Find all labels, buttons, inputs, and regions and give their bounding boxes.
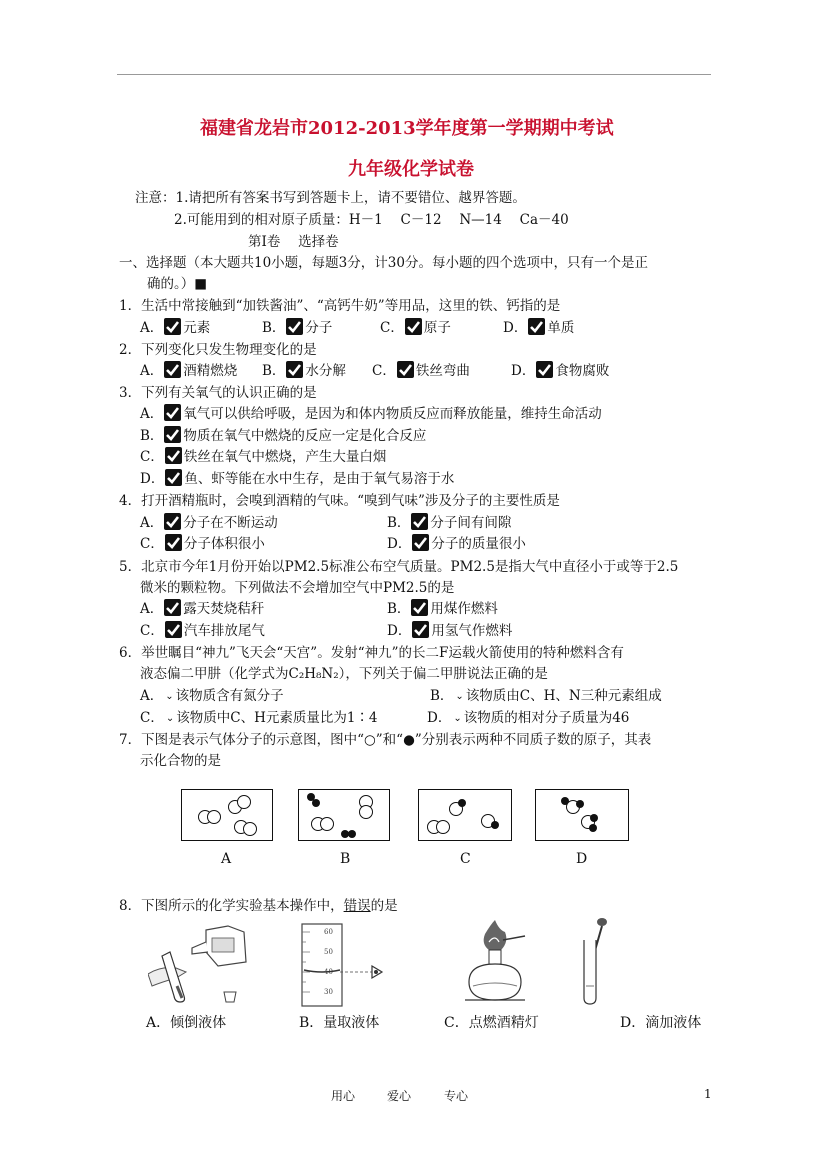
note-line-2: 2.可能用到的相对原子质量：H－1 C－12 N—14 Ca－40	[174, 212, 569, 228]
q5-option-b[interactable]: B． 用煤作燃料	[387, 601, 498, 617]
molecule-box-c[interactable]	[418, 789, 512, 841]
section-intro-2: 确的。）■	[147, 276, 208, 292]
q2-option-b[interactable]: B． 水分解	[262, 363, 346, 379]
molecule-box-a[interactable]	[181, 789, 273, 841]
q6-option-a[interactable]: A． ⌄ 该物质含有氮分子	[140, 686, 284, 707]
check-icon	[536, 361, 553, 378]
q4-option-d[interactable]: D． 分子的质量很小	[387, 536, 526, 552]
alcohol-lamp-illustration	[455, 920, 535, 1008]
note-line-1: 注意：1.请把所有答案书写到答题卡上，请不要错位、越界答题。	[135, 190, 526, 206]
check-icon	[164, 361, 181, 378]
molecule-label-b: B	[340, 851, 351, 867]
page-number: 1	[704, 1087, 712, 1101]
q2-option-d[interactable]: D． 食物腐败	[511, 363, 610, 379]
question-5-stem-1: 5．北京市今年1月份开始以PM2.5标准公布空气质量。PM2.5是指大气中直径小于或等于2.5	[119, 559, 679, 575]
question-7-stem-2: 示化合物的是	[140, 753, 221, 769]
q2-option-a[interactable]: A． 酒精燃烧	[140, 363, 238, 379]
molecule-label-c: C	[460, 851, 471, 867]
atom-black	[576, 800, 584, 808]
q3-option-b[interactable]: B． 物质在氧气中燃烧的反应一定是化合反应	[140, 428, 427, 444]
q3-option-d[interactable]: D． 鱼、虾等能在水中生存，是由于氧气易溶于水	[140, 471, 455, 487]
footer-motto-1: 用心	[331, 1089, 356, 1103]
atom-white	[207, 810, 221, 824]
check-icon	[164, 426, 181, 443]
check-icon	[164, 404, 181, 421]
operation-label-c: C．点燃酒精灯	[444, 1015, 539, 1031]
dropper-illustration	[570, 914, 620, 1006]
page-subtitle: 九年级化学试卷	[348, 159, 474, 180]
q6-option-b[interactable]: B． ⌄ 该物质由C、H、N三种元素组成	[430, 686, 662, 707]
operation-label-b: B．量取液体	[299, 1015, 380, 1031]
atom-white	[359, 805, 373, 819]
atom-white	[320, 817, 334, 831]
question-2-stem: 2．下列变化只发生物理变化的是	[119, 342, 317, 358]
scale-mark: 30	[324, 988, 333, 996]
atom-white	[436, 820, 450, 834]
check-icon	[411, 599, 428, 616]
question-1-stem: 1．生活中常接触到“加铁酱油”、“高钙牛奶”等用品，这里的铁、钙指的是	[119, 298, 561, 314]
operation-label-a: A．倾倒液体	[146, 1015, 227, 1031]
check-icon	[164, 599, 181, 616]
atom-white	[237, 795, 251, 809]
check-icon	[397, 361, 414, 378]
section-intro-1: 一、选择题（本大题共10小题，每题3分，计30分。每小题的四个选项中，只有一个是正	[119, 255, 648, 271]
atom-black	[348, 830, 356, 838]
q5-option-d[interactable]: D． 用氢气作燃料	[387, 623, 513, 639]
q4-option-b[interactable]: B． 分子间有间隙	[387, 515, 512, 531]
page-title: 福建省龙岩市2012-2013学年度第一学期期中考试	[200, 118, 614, 139]
scale-mark: 60	[324, 928, 333, 936]
question-4-stem: 4．打开酒精瓶时，会嗅到酒精的气味。“嗅到气味”涉及分子的主要性质是	[119, 493, 560, 509]
q4-option-a[interactable]: A． 分子在不断运动	[140, 515, 278, 531]
q4-option-c[interactable]: C． 分子体积很小	[140, 536, 265, 552]
section-title: 第Ⅰ卷 选择卷	[248, 234, 339, 250]
q3-option-a[interactable]: A． 氧气可以供给呼吸，是因为和体内物质反应而释放能量，维持生命活动	[140, 406, 602, 422]
question-5-stem-2: 微米的颗粒物。下列做法不会增加空气中PM2.5的是	[140, 580, 455, 596]
q1-option-d[interactable]: D． 单质	[503, 320, 575, 336]
check-icon	[165, 469, 182, 486]
measuring-cylinder-illustration	[296, 922, 392, 1008]
q2-option-c[interactable]: C． 铁丝弯曲	[372, 363, 470, 379]
header-rule	[117, 74, 711, 75]
molecule-box-b[interactable]	[298, 789, 390, 841]
pouring-liquid-illustration	[148, 922, 258, 1008]
check-icon	[165, 534, 182, 551]
atom-white	[243, 822, 257, 836]
question-7-stem-1: 7．下图是表示气体分子的示意图，图中“○”和“●”分别表示两种不同质子数的原子，其表	[119, 732, 652, 748]
check-icon	[405, 318, 422, 335]
q5-option-c[interactable]: C． 汽车排放尾气	[140, 623, 265, 639]
atom-black	[458, 799, 466, 807]
atom-black	[590, 814, 598, 822]
check-icon	[528, 318, 545, 335]
chevron-down-icon: ⌄	[165, 713, 175, 724]
q5-option-a[interactable]: A． 露天焚烧秸秆	[140, 601, 265, 617]
scale-mark: 50	[324, 948, 333, 956]
q6-option-c[interactable]: C． ⌄ 该物质中C、H元素质量比为1∶4	[140, 708, 378, 729]
q3-option-c[interactable]: C． 铁丝在氧气中燃烧，产生大量白烟	[140, 449, 387, 465]
check-icon	[412, 621, 429, 638]
operation-label-d: D．滴加液体	[620, 1015, 702, 1031]
atom-black	[491, 821, 499, 829]
molecule-label-a: A	[221, 851, 232, 867]
q1-option-c[interactable]: C． 原子	[380, 320, 451, 336]
question-8-stem: 8．下图所示的化学实验基本操作中，错误的是	[119, 898, 398, 914]
check-icon	[412, 534, 429, 551]
check-icon	[411, 513, 428, 530]
q6-option-d[interactable]: D． ⌄ 该物质的相对分子质量为46	[427, 708, 629, 729]
q1-option-b[interactable]: B． 分子	[262, 320, 333, 336]
check-icon	[286, 361, 303, 378]
question-6-stem-1: 6．举世瞩目“神九”飞天会“天宫”。发射“神九”的长二F运载火箭使用的特种燃料含有	[119, 645, 624, 661]
atom-black	[589, 824, 597, 832]
footer-motto-3: 专心	[444, 1089, 469, 1103]
molecule-label-d: D	[576, 851, 588, 867]
question-3-stem: 3．下列有关氧气的认识正确的是	[119, 385, 317, 401]
chevron-down-icon: ⌄	[453, 713, 462, 724]
chevron-down-icon: ⌄	[165, 691, 174, 702]
check-icon	[164, 318, 181, 335]
check-icon	[164, 513, 181, 530]
question-6-stem-2: 液态偏二甲肼（化学式为C₂H₈N₂），下列关于偏二甲肼说法正确的是	[140, 666, 548, 682]
molecule-box-d[interactable]	[535, 789, 629, 841]
q1-option-a[interactable]: A． 元素	[140, 320, 211, 336]
check-icon	[165, 447, 182, 464]
footer-motto-2: 爱心	[387, 1089, 412, 1103]
check-icon	[165, 621, 182, 638]
scale-mark: 40	[324, 968, 333, 976]
chevron-down-icon: ⌄	[455, 691, 464, 702]
atom-black	[312, 799, 320, 807]
check-icon	[286, 318, 303, 335]
